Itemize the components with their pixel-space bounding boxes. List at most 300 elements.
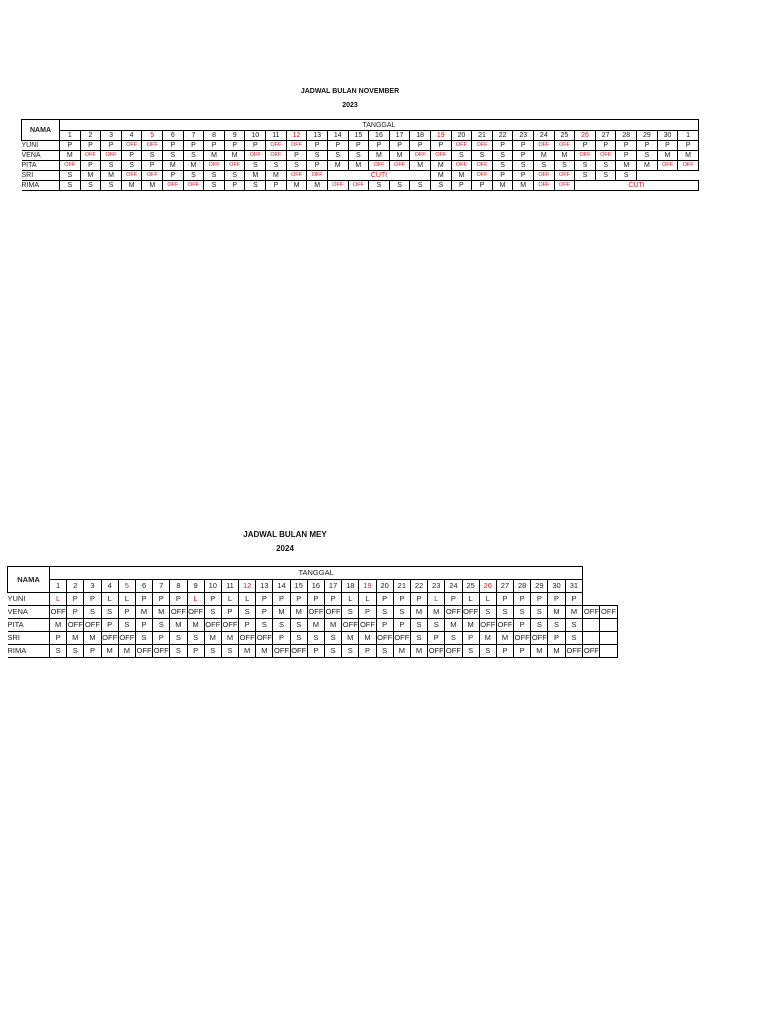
schedule1-title-block — [250, 85, 450, 113]
schedule2-shift-cell: S — [445, 632, 462, 645]
schedule2-shift-cell: S — [67, 645, 84, 658]
schedule2-shift-cell: P — [548, 593, 565, 606]
schedule2-shift-cell: M — [531, 645, 548, 658]
schedule2-blank-cell — [600, 593, 617, 606]
schedule1-shift-cell: OFF — [472, 161, 493, 171]
schedule2-date-cell: 17 — [325, 580, 342, 593]
schedule2-shift-cell: OFF — [600, 606, 617, 619]
schedule1-shift-cell: OFF — [163, 181, 184, 191]
schedule2-shift-cell: M — [170, 619, 187, 632]
schedule1-shift-cell: S — [286, 161, 307, 171]
schedule2-shift-cell: P — [118, 606, 135, 619]
schedule2-shift-cell: S — [342, 606, 359, 619]
schedule1-date-cell: 10 — [245, 131, 266, 141]
schedule2-shift-cell: S — [170, 632, 187, 645]
schedule2-shift-cell: M — [445, 619, 462, 632]
schedule2-shift-cell: OFF — [170, 606, 187, 619]
schedule1-shift-cell: M — [678, 151, 699, 161]
schedule1-shift-cell: OFF — [575, 151, 596, 161]
schedule1-shift-cell: P — [492, 171, 513, 181]
schedule2-row — [8, 619, 618, 632]
schedule1-shift-cell: OFF — [554, 181, 575, 191]
schedule2-shift-cell: L — [239, 593, 256, 606]
schedule1-date-cell: 4 — [121, 131, 142, 141]
schedule2-shift-cell: S — [84, 606, 101, 619]
schedule1-shift-cell: S — [183, 151, 204, 161]
schedule2-shift-cell: OFF — [325, 606, 342, 619]
schedule1-shift-cell: M — [204, 151, 225, 161]
schedule2-shift-cell: M — [565, 606, 583, 619]
schedule2-shift-cell: M — [84, 632, 101, 645]
schedule2-shift-cell: P — [359, 645, 376, 658]
schedule2-dates-row — [8, 580, 618, 593]
schedule1-shift-cell: P — [410, 141, 431, 151]
schedule1-shift-cell: M — [80, 171, 101, 181]
schedule2-shift-cell: P — [290, 593, 307, 606]
schedule1-row-name: RIMA — [22, 181, 60, 191]
schedule1-shift-cell: M — [451, 171, 472, 181]
schedule1-shift-cell: M — [101, 171, 122, 181]
schedule2-shift-cell: M — [325, 619, 342, 632]
schedule1-shift-cell: S — [389, 181, 410, 191]
schedule2-date-cell: 27 — [496, 580, 513, 593]
schedule1-shift-cell: M — [369, 151, 390, 161]
schedule1-shift-cell: OFF — [101, 151, 122, 161]
schedule1-date-cell: 5 — [142, 131, 163, 141]
schedule1-shift-cell: P — [369, 141, 390, 151]
schedule2-shift-cell: OFF — [496, 619, 513, 632]
schedule1-shift-cell: S — [410, 181, 431, 191]
schedule2-shift-cell: OFF — [445, 606, 462, 619]
schedule2-shift-cell: OFF — [153, 645, 170, 658]
schedule2-shift-cell: M — [135, 606, 152, 619]
schedule2-shift-cell: M — [479, 632, 496, 645]
schedule2-row — [8, 632, 618, 645]
schedule1-shift-cell: M — [163, 161, 184, 171]
schedule1-date-cell: 12 — [286, 131, 307, 141]
schedule2-shift-cell: S — [376, 645, 393, 658]
schedule1-date-cell: 28 — [616, 131, 637, 141]
schedule1-shift-cell: M — [389, 151, 410, 161]
schedule1-shift-cell: M — [616, 161, 637, 171]
schedule2-header-row — [8, 567, 618, 580]
schedule2-shift-cell: OFF — [221, 619, 238, 632]
schedule1-shift-cell: OFF — [327, 181, 348, 191]
schedule2-shift-cell: P — [565, 593, 583, 606]
schedule2-shift-cell: P — [67, 606, 84, 619]
schedule2-shift-cell: P — [135, 593, 152, 606]
schedule1-shift-cell: S — [637, 151, 658, 161]
schedule2-shift-cell: P — [514, 619, 531, 632]
schedule1-shift-cell: OFF — [389, 161, 410, 171]
schedule1-row-name: PITA — [22, 161, 60, 171]
schedule2-shift-cell: OFF — [239, 632, 256, 645]
schedule2-shift-cell: L — [342, 593, 359, 606]
schedule1-date-cell: 16 — [369, 131, 390, 141]
schedule2-shift-cell: L — [428, 593, 445, 606]
schedule1-shift-cell: S — [513, 161, 534, 171]
schedule2-date-cell: 4 — [101, 580, 118, 593]
schedule1-shift-cell: P — [80, 161, 101, 171]
schedule2-shift-cell: S — [221, 645, 238, 658]
schedule1-shift-cell: S — [492, 161, 513, 171]
schedule2-shift-cell: M — [221, 632, 238, 645]
schedule2-row-name: VENA — [8, 606, 50, 619]
schedule2-blank-cell — [583, 567, 617, 593]
schedule2-shift-cell: L — [462, 593, 479, 606]
schedule2-shift-cell: OFF — [187, 606, 204, 619]
schedule2-shift-cell: OFF — [101, 632, 118, 645]
schedule1-date-cell: 3 — [101, 131, 122, 141]
schedule2-shift-cell: S — [496, 606, 513, 619]
schedule1-shift-cell: M — [327, 161, 348, 171]
schedule1-shift-cell: M — [60, 151, 81, 161]
schedule1-date-cell: 7 — [183, 131, 204, 141]
schedule1-shift-cell: P — [657, 141, 678, 151]
schedule1-shift-cell: S — [616, 171, 637, 181]
schedule2-shift-cell: S — [565, 632, 583, 645]
schedule1-shift-cell: P — [245, 141, 266, 151]
schedule2-shift-cell: P — [256, 606, 273, 619]
schedule2-shift-cell: L — [50, 593, 67, 606]
schedule1-shift-cell: S — [451, 151, 472, 161]
schedule2-date-cell: 18 — [342, 580, 359, 593]
schedule2-date-cell: 6 — [135, 580, 152, 593]
schedule1-shift-cell: OFF — [472, 141, 493, 151]
schedule1-shift-cell: M — [307, 181, 328, 191]
schedule1-shift-cell: M — [492, 181, 513, 191]
schedule1-shift-cell: M — [430, 161, 451, 171]
schedule2-shift-cell: P — [153, 632, 170, 645]
schedule1-shift-cell: OFF — [307, 171, 328, 181]
schedule2-shift-cell: OFF — [50, 606, 67, 619]
schedule1-shift-cell: OFF — [266, 141, 287, 151]
schedule2-shift-cell: S — [118, 619, 135, 632]
schedule1-shift-cell: P — [513, 171, 534, 181]
schedule1-shift-cell: S — [80, 181, 101, 191]
schedule1-date-cell: 26 — [575, 131, 596, 141]
schedule2-shift-cell: OFF — [67, 619, 84, 632]
schedule1-shift-cell: OFF — [245, 151, 266, 161]
schedule1-shift-cell: S — [534, 161, 555, 171]
schedule1-shift-cell: P — [101, 141, 122, 151]
schedule1-shift-cell: P — [121, 151, 142, 161]
schedule2-shift-cell: M — [410, 606, 427, 619]
schedule1-shift-cell: OFF — [554, 141, 575, 151]
schedule2-shift-cell: P — [496, 645, 513, 658]
schedule2-shift-cell: P — [325, 593, 342, 606]
schedule1-date-cell: 25 — [554, 131, 575, 141]
schedule1-shift-cell: S — [369, 181, 390, 191]
schedule1-shift-cell: S — [307, 151, 328, 161]
schedule1-shift-cell: P — [616, 141, 637, 151]
schedule2-shift-cell: P — [307, 593, 324, 606]
schedule1-shift-cell: S — [245, 181, 266, 191]
schedule1-shift-cell: OFF — [472, 171, 493, 181]
schedule2-shift-cell: OFF — [256, 632, 273, 645]
schedule1-dates-row — [22, 131, 699, 141]
schedule1-shift-cell: P — [513, 141, 534, 151]
schedule1-shift-cell: S — [183, 171, 204, 181]
schedule2-shift-cell: L — [118, 593, 135, 606]
schedule1-shift-cell: P — [224, 141, 245, 151]
schedule1-date-cell: 27 — [595, 131, 616, 141]
schedule1-shift-cell: M — [121, 181, 142, 191]
schedule1-shift-cell: M — [430, 171, 451, 181]
schedule2-date-cell: 15 — [290, 580, 307, 593]
schedule2-shift-cell: S — [325, 632, 342, 645]
schedule2-shift-cell: M — [204, 632, 221, 645]
schedule1-shift-cell: M — [534, 151, 555, 161]
schedule2-shift-cell: OFF — [393, 632, 410, 645]
schedule1-shift-cell: OFF — [183, 181, 204, 191]
schedule2-shift-cell: S — [101, 606, 118, 619]
schedule2-shift-cell: P — [170, 593, 187, 606]
schedule2-shift-cell: P — [376, 593, 393, 606]
schedule1-shift-cell: S — [575, 171, 596, 181]
schedule1-shift-cell: OFF — [534, 181, 555, 191]
schedule2-shift-cell: P — [67, 593, 84, 606]
schedule1-shift-cell: P — [430, 141, 451, 151]
schedule1-shift-cell: P — [348, 141, 369, 151]
schedule2-shift-cell: S — [135, 632, 152, 645]
schedule1-row — [22, 141, 699, 151]
schedule1-shift-cell: M — [266, 171, 287, 181]
schedule2-shift-cell: L — [479, 593, 496, 606]
schedule1-row-name: YUNI — [22, 141, 60, 151]
schedule2-shift-cell: OFF — [273, 645, 290, 658]
schedule2-shift-cell: M — [239, 645, 256, 658]
schedule1-date-cell: 14 — [327, 131, 348, 141]
schedule2-shift-cell: S — [531, 619, 548, 632]
schedule1-shift-cell: OFF — [451, 141, 472, 151]
schedule1-shift-cell: OFF — [595, 151, 616, 161]
schedule1-shift-cell: P — [595, 141, 616, 151]
schedule1-shift-cell: OFF — [348, 181, 369, 191]
schedule2-shift-cell: M — [153, 606, 170, 619]
schedule2-shift-cell: P — [393, 619, 410, 632]
schedule1-date-cell: 19 — [430, 131, 451, 141]
schedule1-shift-cell: P — [163, 141, 184, 151]
schedule2-shift-cell: M — [187, 619, 204, 632]
schedule1-shift-cell: OFF — [410, 151, 431, 161]
schedule2-shift-cell — [600, 645, 617, 658]
schedule2-date-cell: 19 — [359, 580, 376, 593]
schedule1-shift-cell: S — [266, 161, 287, 171]
schedule2-shift-cell: OFF — [118, 632, 135, 645]
schedule1-shift-cell: P — [60, 141, 81, 151]
schedule2-shift-cell: M — [548, 606, 565, 619]
schedule1-shift-cell: OFF — [60, 161, 81, 171]
schedule1-shift-cell: OFF — [142, 171, 163, 181]
schedule2-date-cell: 30 — [548, 580, 565, 593]
schedule2-shift-cell: S — [531, 606, 548, 619]
schedule2-shift-cell: OFF — [514, 632, 531, 645]
schedule1-shift-cell: P — [389, 141, 410, 151]
schedule1-shift-cell: S — [204, 181, 225, 191]
schedule1-shift-cell: P — [575, 141, 596, 151]
schedule2-shift-cell: P — [393, 593, 410, 606]
schedule2-shift-cell: P — [548, 632, 565, 645]
schedule2-shift-cell: M — [67, 632, 84, 645]
schedule1-shift-cell: S — [595, 161, 616, 171]
schedule2-shift-cell: OFF — [376, 632, 393, 645]
schedule2-shift-cell: L — [187, 593, 204, 606]
schedule2-shift-cell: S — [514, 606, 531, 619]
schedule2-shift-cell: P — [135, 619, 152, 632]
schedule2-shift-cell: P — [514, 645, 531, 658]
schedule1-header-row — [22, 120, 699, 131]
schedule1-shift-cell: S — [554, 161, 575, 171]
schedule2-shift-cell: P — [307, 645, 324, 658]
schedule2-shift-cell: OFF — [359, 619, 376, 632]
schedule2-shift-cell: P — [204, 593, 221, 606]
schedule1-shift-cell: P — [637, 141, 658, 151]
schedule2-shift-cell: OFF — [462, 606, 479, 619]
schedule1-shift-cell: S — [348, 151, 369, 161]
schedule2-date-cell: 28 — [514, 580, 531, 593]
schedule2-shift-cell: M — [428, 606, 445, 619]
schedule2-shift-cell: P — [376, 619, 393, 632]
schedule2-shift-cell: P — [256, 593, 273, 606]
schedule2-date-cell: 10 — [204, 580, 221, 593]
schedule1-shift-cell: S — [595, 171, 616, 181]
schedule1-shift-cell: S — [430, 181, 451, 191]
schedule1-shift-cell: S — [121, 161, 142, 171]
schedule1-shift-cell: S — [60, 171, 81, 181]
schedule2-shift-cell: P — [221, 606, 238, 619]
schedule2-date-cell: 26 — [479, 580, 496, 593]
schedule1-date-cell: 15 — [348, 131, 369, 141]
schedule1-shift-cell: OFF — [534, 171, 555, 181]
schedule1-date-cell: 21 — [472, 131, 493, 141]
schedule2-row-name: RIMA — [8, 645, 50, 658]
schedule2-shift-cell: P — [84, 645, 101, 658]
schedule2-shift-cell: P — [84, 593, 101, 606]
schedule1-shift-cell: P — [492, 141, 513, 151]
schedule1-shift-cell: P — [80, 141, 101, 151]
schedule2-shift-cell: M — [118, 645, 135, 658]
schedule1-shift-cell: OFF — [224, 161, 245, 171]
schedule2-row — [8, 593, 618, 606]
schedule1-shift-cell: OFF — [80, 151, 101, 161]
schedule2-shift-cell: P — [273, 632, 290, 645]
schedule2-shift-cell: OFF — [290, 645, 307, 658]
schedule1-shift-cell: OFF — [554, 171, 575, 181]
schedule2-date-cell: 14 — [273, 580, 290, 593]
schedule2-shift-cell: M — [290, 606, 307, 619]
schedule1-shift-cell: P — [513, 151, 534, 161]
schedule1-shift-cell: OFF — [121, 141, 142, 151]
schedule1-date-cell: 9 — [224, 131, 245, 141]
schedule1-date-cell: 17 — [389, 131, 410, 141]
schedule1-date-cell: 18 — [410, 131, 431, 141]
schedule2-shift-cell: S — [307, 632, 324, 645]
schedule2-shift-cell: P — [50, 632, 67, 645]
schedule1-year: 2023 — [342, 102, 358, 109]
schedule1-table — [21, 119, 699, 191]
schedule2-shift-cell: S — [50, 645, 67, 658]
schedule2-shift-cell: M — [410, 645, 427, 658]
schedule2-shift-cell: S — [273, 619, 290, 632]
schedule1-row-name: SRI — [22, 171, 60, 181]
schedule1-date-cell: 24 — [534, 131, 555, 141]
schedule2-shift-cell: OFF — [84, 619, 101, 632]
schedule1-shift-cell: S — [60, 181, 81, 191]
schedule2-date-cell: 11 — [221, 580, 238, 593]
schedule2-shift-cell: M — [273, 606, 290, 619]
schedule1-shift-cell: S — [142, 151, 163, 161]
schedule2-shift-cell: S — [376, 606, 393, 619]
schedule2-shift-cell: M — [359, 632, 376, 645]
schedule2-shift-cell: S — [410, 619, 427, 632]
schedule2-shift-cell: M — [342, 632, 359, 645]
schedule2-shift-cell: P — [496, 593, 513, 606]
schedule1-shift-cell: S — [575, 161, 596, 171]
schedule2-shift-cell: M — [101, 645, 118, 658]
schedule2-shift-cell: S — [239, 606, 256, 619]
schedule1-row — [22, 181, 699, 191]
schedule1-shift-cell: OFF — [451, 161, 472, 171]
schedule1-date-cell: 11 — [266, 131, 287, 141]
schedule2-shift-cell: S — [256, 619, 273, 632]
schedule1-date-cell: 23 — [513, 131, 534, 141]
schedule2-shift-cell: S — [548, 619, 565, 632]
schedule2-shift-cell: M — [393, 645, 410, 658]
schedule1-shift-cell: CUTI — [327, 171, 430, 181]
schedule1-shift-cell: P — [286, 151, 307, 161]
schedule2-shift-cell: OFF — [565, 645, 583, 658]
schedule2-date-cell: 2 — [67, 580, 84, 593]
schedule2-blank-cell — [600, 619, 617, 632]
schedule2-date-cell: 1 — [50, 580, 67, 593]
schedule1-shift-cell: P — [204, 141, 225, 151]
schedule2-date-cell: 29 — [531, 580, 548, 593]
schedule2-year: 2024 — [276, 544, 294, 553]
schedule2-shift-cell: OFF — [428, 645, 445, 658]
schedule1-date-cell: 2 — [80, 131, 101, 141]
schedule1-date-cell: 22 — [492, 131, 513, 141]
schedule1-shift-cell: M — [183, 161, 204, 171]
schedule1-date-cell: 6 — [163, 131, 184, 141]
schedule1-shift-cell: M — [286, 181, 307, 191]
schedule2-shift-cell: M — [256, 645, 273, 658]
schedule1-shift-cell: M — [348, 161, 369, 171]
schedule2-shift-cell: S — [462, 645, 479, 658]
schedule1-shift-cell: OFF — [286, 171, 307, 181]
schedule1-row — [22, 161, 699, 171]
schedule2-shift-cell: L — [101, 593, 118, 606]
schedule1-title: JADWAL BULAN NOVEMBER — [300, 88, 400, 95]
schedule2-shift-cell: P — [273, 593, 290, 606]
schedule2-date-cell: 25 — [462, 580, 479, 593]
schedule1-shift-cell: OFF — [121, 171, 142, 181]
schedule1-shift-cell: M — [513, 181, 534, 191]
schedule1-date-header: TANGGAL — [60, 120, 699, 131]
schedule1-shift-cell: M — [410, 161, 431, 171]
schedule1-shift-cell: P — [307, 161, 328, 171]
schedule2-name-header: NAMA — [8, 567, 50, 593]
schedule1-shift-cell: S — [492, 151, 513, 161]
schedule1-shift-cell: OFF — [286, 141, 307, 151]
schedule2-date-cell: 23 — [428, 580, 445, 593]
schedule1-shift-cell: M — [554, 151, 575, 161]
schedule1-date-cell: 1 — [678, 131, 699, 141]
schedule2-shift-cell: OFF — [583, 645, 600, 658]
schedule1-shift-cell: OFF — [430, 151, 451, 161]
schedule2-shift-cell: M — [462, 619, 479, 632]
schedule2-row-name: SRI — [8, 632, 50, 645]
